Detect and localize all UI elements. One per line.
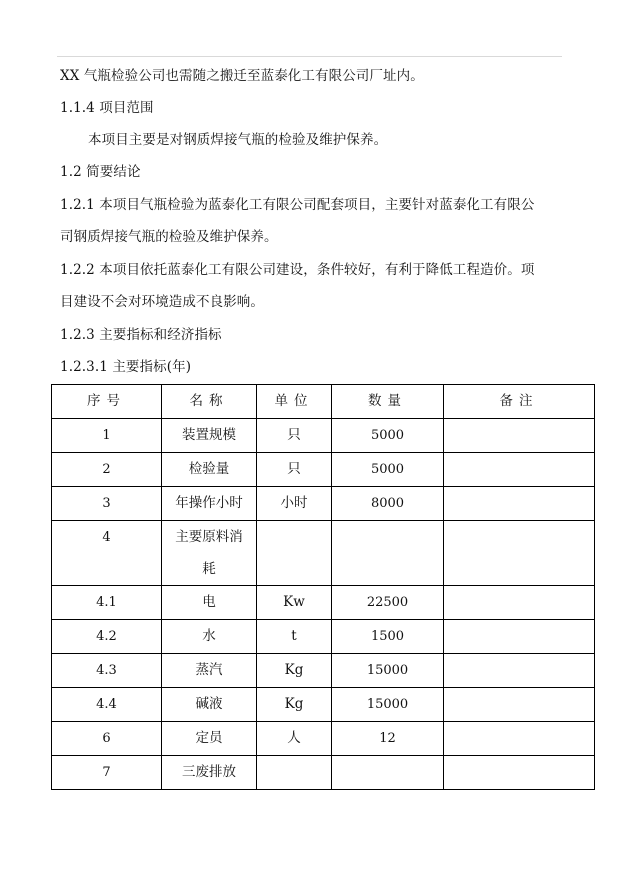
- cell-name: 装置规模: [162, 419, 257, 453]
- paragraph-scope: 本项目主要是对钢质焊接气瓶的检验及维护保养。: [88, 132, 388, 148]
- heading-main-indicators: 1.2.3 主要指标和经济指标: [60, 327, 222, 343]
- cell-unit: t: [257, 620, 332, 654]
- table-row: [52, 688, 595, 722]
- cell-unit: Kg: [257, 654, 332, 688]
- paragraph-1-2-1-line2: 司钢质焊接气瓶的检验及维护保养。: [60, 229, 278, 245]
- cell-no: 4.1: [52, 586, 162, 620]
- cell-note: [444, 654, 595, 688]
- table-row: [52, 620, 595, 654]
- heading-project-scope: 1.1.4 项目范围: [60, 100, 154, 116]
- heading-brief-conclusion: 1.2 简要结论: [60, 164, 141, 180]
- table-row: [52, 521, 595, 586]
- cell-no: 4: [52, 521, 162, 586]
- cell-note: [444, 620, 595, 654]
- cell-qty: 5000: [332, 419, 444, 453]
- cell-note: [444, 688, 595, 722]
- cell-unit: 只: [257, 453, 332, 487]
- cell-unit: 只: [257, 419, 332, 453]
- cell-unit: [257, 521, 332, 586]
- cell-name: 定员: [162, 722, 257, 756]
- table-row: [52, 487, 595, 521]
- cell-unit: [257, 756, 332, 790]
- cell-no: 4.2: [52, 620, 162, 654]
- paragraph-relocation: XX 气瓶检验公司也需随之搬迁至蓝泰化工有限公司厂址内。: [60, 68, 424, 84]
- cell-note: [444, 722, 595, 756]
- table-header-row: [52, 385, 595, 419]
- cell-name: 三废排放: [162, 756, 257, 790]
- cell-qty: 12: [332, 722, 444, 756]
- cell-unit: Kw: [257, 586, 332, 620]
- cell-name-line2: 耗: [202, 561, 216, 577]
- cell-no: 4.3: [52, 654, 162, 688]
- header-note: 备注: [444, 385, 595, 419]
- paragraph-1-2-1-line1: 1.2.1 本项目气瓶检验为蓝泰化工有限公司配套项目，主要针对蓝泰化工有限公: [60, 197, 535, 213]
- table-row: [52, 453, 595, 487]
- cell-name-line1: 主要原料消: [175, 529, 243, 545]
- cell-no: 4.4: [52, 688, 162, 722]
- cell-no: 7: [52, 756, 162, 790]
- cell-qty: 22500: [332, 586, 444, 620]
- cell-note: [444, 453, 595, 487]
- cell-name: 水: [162, 620, 257, 654]
- cell-name: 年操作小时: [162, 487, 257, 521]
- table-row: [52, 419, 595, 453]
- table-row: [52, 722, 595, 756]
- cell-note: [444, 419, 595, 453]
- cell-qty: 15000: [332, 654, 444, 688]
- cell-no: 1: [52, 419, 162, 453]
- cell-note: [444, 756, 595, 790]
- cell-name: [162, 521, 257, 586]
- header-name: 名称: [162, 385, 257, 419]
- table-row: [52, 756, 595, 790]
- table-row: [52, 586, 595, 620]
- cell-qty: 1500: [332, 620, 444, 654]
- cell-unit: 小时: [257, 487, 332, 521]
- indicators-table: [51, 384, 595, 790]
- header-qty: 数量: [332, 385, 444, 419]
- heading-annual-indicators: 1.2.3.1 主要指标(年): [60, 359, 192, 375]
- header-no: 序号: [52, 385, 162, 419]
- cell-note: [444, 487, 595, 521]
- paragraph-1-2-2-line1: 1.2.2 本项目依托蓝泰化工有限公司建设，条件较好，有利于降低工程造价。项: [60, 262, 535, 278]
- cell-note: [444, 521, 595, 586]
- cell-qty: [332, 521, 444, 586]
- header-rule: [57, 56, 562, 57]
- cell-qty: 8000: [332, 487, 444, 521]
- header-unit: 单位: [257, 385, 332, 419]
- cell-name: 检验量: [162, 453, 257, 487]
- cell-no: 2: [52, 453, 162, 487]
- cell-qty: [332, 756, 444, 790]
- cell-name: 电: [162, 586, 257, 620]
- paragraph-1-2-2-line2: 目建设不会对环境造成不良影响。: [60, 294, 264, 310]
- cell-note: [444, 586, 595, 620]
- cell-name: 碱液: [162, 688, 257, 722]
- table-row: [52, 654, 595, 688]
- cell-qty: 5000: [332, 453, 444, 487]
- cell-unit: Kg: [257, 688, 332, 722]
- cell-qty: 15000: [332, 688, 444, 722]
- cell-unit: 人: [257, 722, 332, 756]
- cell-name: 蒸汽: [162, 654, 257, 688]
- cell-no: 6: [52, 722, 162, 756]
- cell-no: 3: [52, 487, 162, 521]
